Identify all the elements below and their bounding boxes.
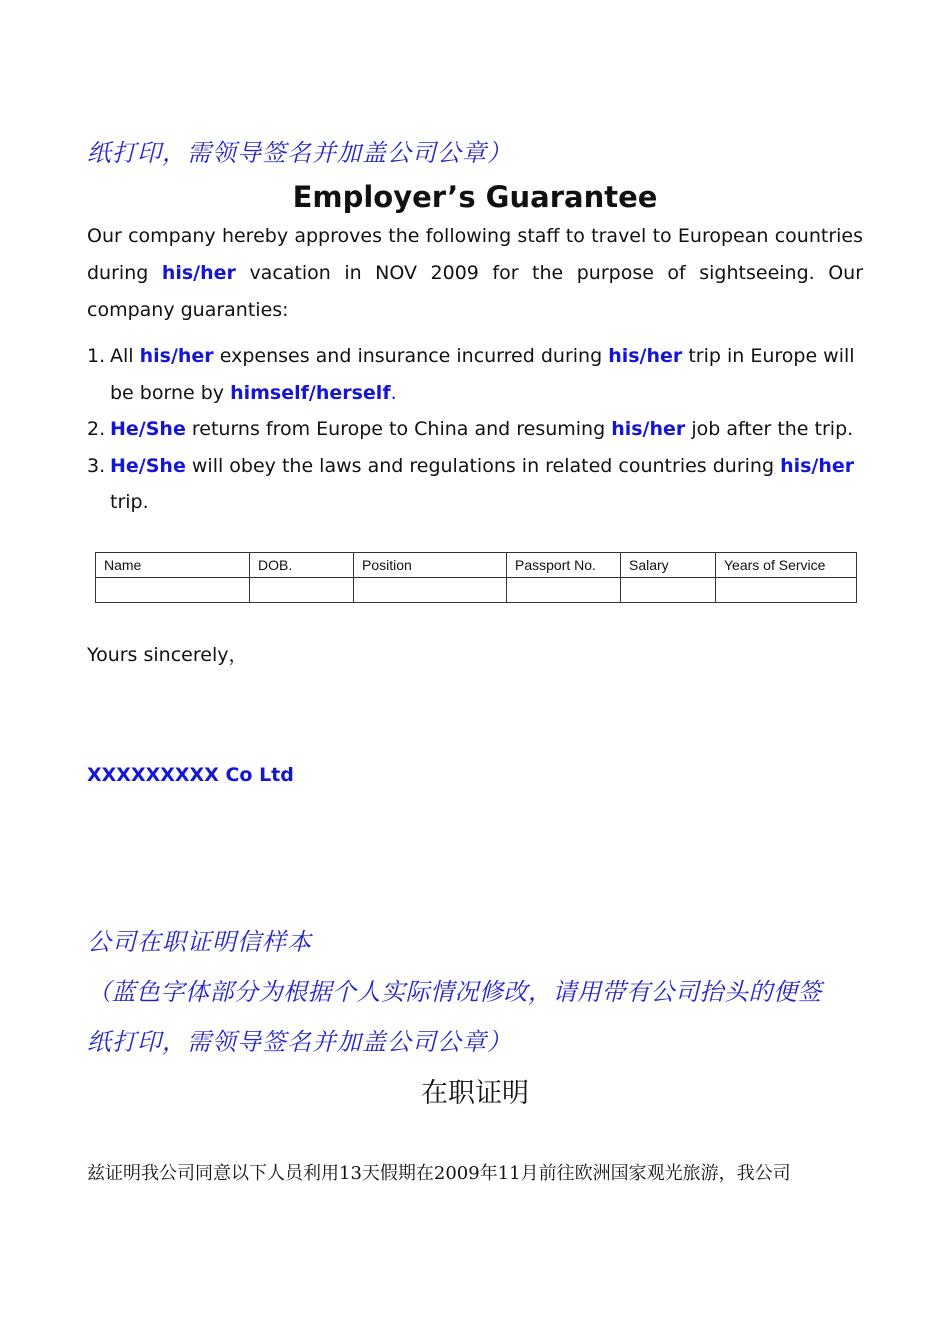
item-pronoun: his/her [780, 454, 855, 477]
table-cell[interactable] [354, 578, 507, 603]
item-text: expenses and insurance incurred during [219, 345, 603, 367]
table-header-row [96, 553, 857, 578]
guarantee-list [87, 338, 867, 521]
cn-sample-note-line2: 纸打印，需领导签名并加盖公司公章） [87, 1028, 512, 1056]
company-name: XXXXXXXXX Co Ltd [87, 764, 294, 786]
list-number: 1. [87, 345, 106, 367]
table-cell[interactable] [716, 578, 857, 603]
column-header: Position [354, 553, 507, 578]
item-text: will obey the laws and regulations in related countries during [191, 454, 775, 477]
cn-body-text: 兹证明我公司同意以下人员利用13天假期在2009年11月前往欧洲国家观光旅游，我公司 [87, 1163, 791, 1184]
item-pronoun: his/her [139, 345, 214, 367]
table-cell[interactable] [621, 578, 716, 603]
column-header: Passport No. [507, 553, 621, 578]
list-item [87, 338, 867, 411]
item-pronoun: He/She [110, 418, 186, 440]
item-pronoun: himself/herself [230, 381, 391, 404]
item-punct: . [390, 381, 397, 404]
cn-sample-note-line1: （蓝色字体部分为根据个人实际情况修改，请用带有公司抬头的便签 [87, 978, 822, 1006]
column-header: Years of Service [716, 553, 857, 578]
column-header: Name [96, 553, 250, 578]
item-text: trip in Europe will be borne by [110, 345, 855, 404]
column-header: Salary [621, 553, 716, 578]
table-cell[interactable] [507, 578, 621, 603]
staff-table [95, 552, 857, 603]
list-item [87, 448, 867, 521]
top-instruction-note: 纸打印，需领导签名并加盖公司公章） [87, 139, 512, 167]
intro-text-2: vacation in NOV 2009 for the purpose of sightseeing. Our company guaranties: [87, 262, 864, 321]
cn-document-title: 在职证明 [421, 1078, 529, 1109]
item-text: job after the trip. [691, 418, 854, 440]
table-cell[interactable] [250, 578, 354, 603]
intro-text-1: Our company hereby approves the following staff to travel to European countries during [87, 225, 863, 284]
list-item [87, 411, 867, 448]
document-title: Employer’s Guarantee [292, 180, 658, 214]
item-pronoun: his/her [608, 345, 683, 367]
table-cell[interactable] [96, 578, 250, 603]
cn-sample-heading: 公司在职证明信样本 [87, 928, 312, 956]
item-text: returns from Europe to China and resuming [191, 418, 606, 440]
list-number: 2. [87, 418, 106, 440]
item-text: All [110, 345, 134, 367]
item-text: trip. [110, 491, 149, 513]
list-number: 3. [87, 454, 106, 477]
column-header: DOB. [250, 553, 354, 578]
item-pronoun: his/her [611, 418, 686, 440]
closing-text: Yours sincerely， [87, 644, 248, 666]
intro-pronoun: his/her [161, 262, 236, 284]
intro-paragraph [87, 218, 863, 329]
table-row [96, 578, 857, 603]
item-pronoun: He/She [110, 454, 186, 477]
